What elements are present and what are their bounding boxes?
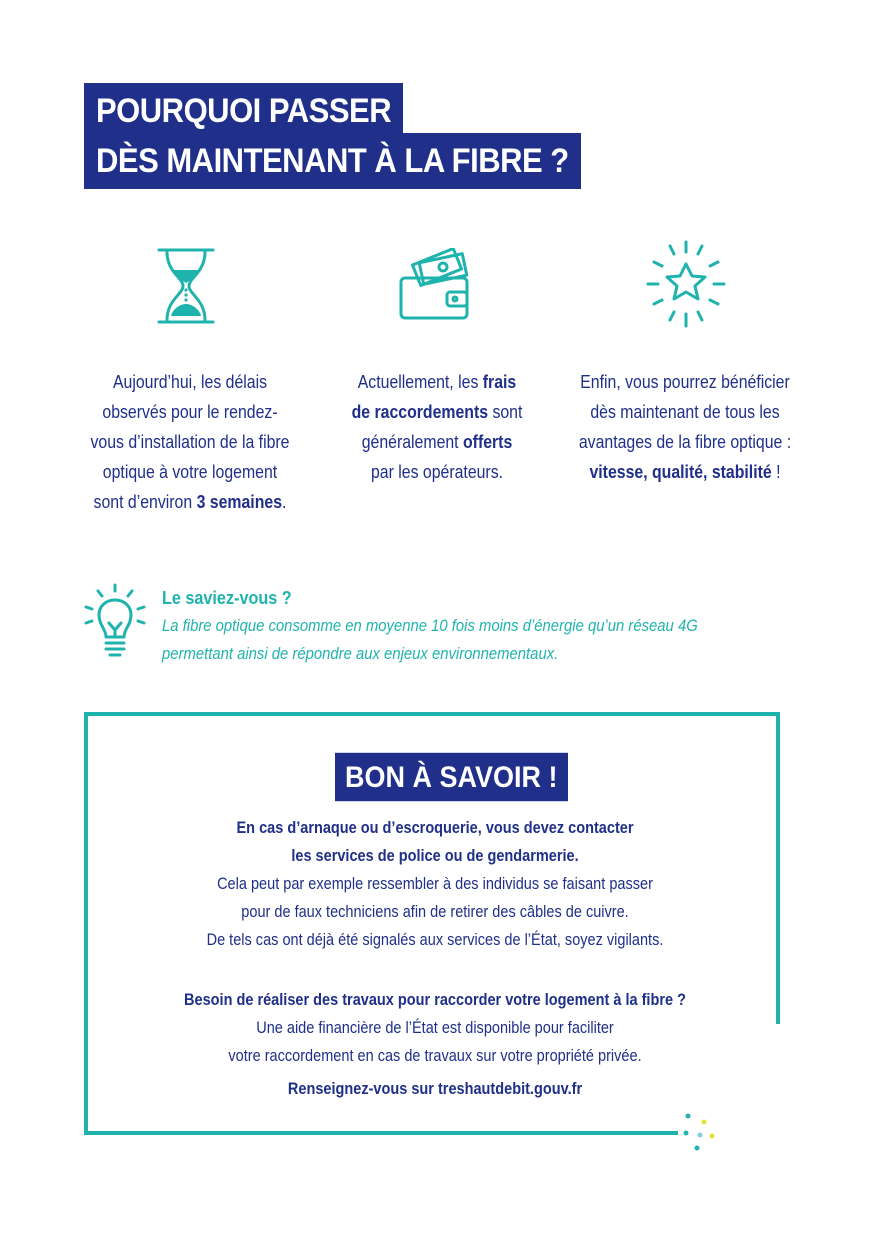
column-line: observés pour le rendez- [102,402,278,422]
page-title-line-2: DÈS MAINTENANT À LA FIBRE ? [84,133,581,189]
tip-text-line-1: La fibre optique consomme en moyenne 10 fois moins d’énergie qu’un réseau 4G [162,617,698,635]
info-column-costs [305,367,569,487]
column-line: sont d’environ 3 semaines. [93,492,287,512]
bon-a-savoir-badge: BON À SAVOIR ! [335,753,568,801]
column-line: généralement offerts [361,432,513,452]
page-title-line-1: POURQUOI PASSER [84,83,403,139]
decorative-dots [684,1114,715,1151]
column-line: dès maintenant de tous les [590,402,780,422]
tip-title: Le saviez-vous ? [162,588,292,608]
aid-text-line-3: votre raccordement en cas de travaux sur votre propriété privée. [228,1047,642,1065]
column-line: optique à votre logement [102,462,278,482]
column-line: avantages de la fibre optique : [578,432,792,452]
warning-text-line-4: pour de faux techniciens afin de retirer des câbles de cuivre. [241,903,629,921]
column-line: vous d’installation de la fibre [90,432,290,452]
aid-question: Besoin de réaliser des travaux pour raccorder votre logement à la fibre ? [184,991,686,1009]
warning-bold-line-1: En cas d’arnaque ou d’escroquerie, vous devez contacter [236,819,634,837]
info-column-benefits [553,367,817,487]
hourglass-icon [155,246,217,326]
warning-bold-line-2: les services de police ou de gendarmerie. [291,847,579,865]
wallet-icon [397,248,471,322]
column-line: par les opérateurs. [370,462,504,482]
column-line: vitesse, qualité, stabilité ! [589,462,781,482]
star-icon [640,238,732,330]
lightbulb-icon [84,583,146,661]
aid-text-line-2: Une aide financière de l’État est disponible pour faciliter [256,1019,614,1037]
warning-text-line-5: De tels cas ont déjà été signalés aux services de l’État, soyez vigilants. [206,931,664,949]
column-line: Actuellement, les frais [357,372,517,392]
column-line: de raccordements sont [351,402,523,422]
tip-text-line-2: permettant ainsi de répondre aux enjeux environnementaux. [162,645,559,663]
warning-text-line-3: Cela peut par exemple ressembler à des individus se faisant passer [217,875,653,893]
column-line: Aujourd’hui, les délais [112,372,268,392]
website-link[interactable]: Renseignez-vous sur treshautdebit.gouv.fr [287,1080,583,1098]
column-line: Enfin, vous pourrez bénéficier [580,372,790,392]
info-column-delays [58,367,322,517]
